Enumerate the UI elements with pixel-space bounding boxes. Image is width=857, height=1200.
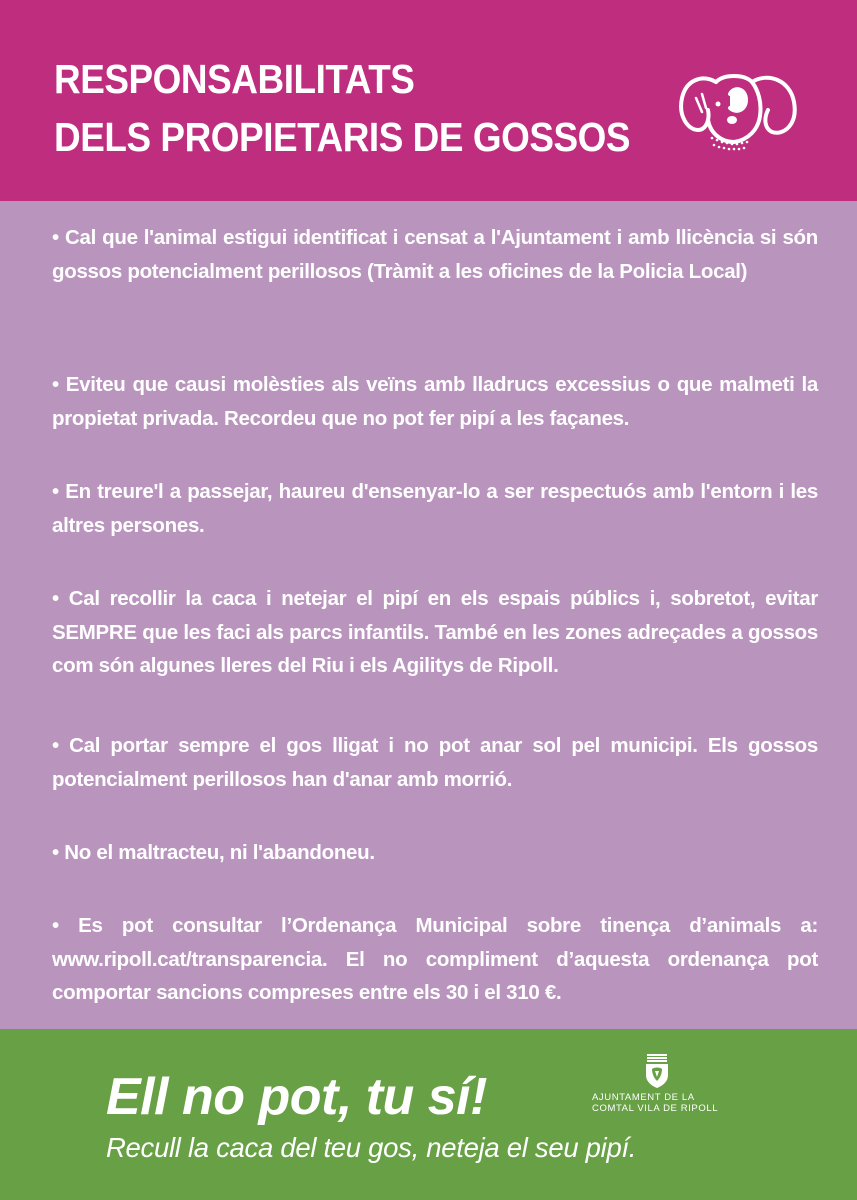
- slogan: Ell no pot, tu sí!: [106, 1068, 487, 1126]
- footer-banner: [0, 1029, 857, 1200]
- paragraph-nuisance: • Eviteu que causi molèsties als veïns amb lladrucs excessius o que malmeti la propietat privada. Recordeu que no pot fer pipí a les façanes.: [52, 373, 818, 430]
- council-logo: [592, 1053, 742, 1123]
- paragraph-ordinance: • Es pot consultar l’Ordenança Municipal sobre tinença d’animals a: www.ripoll.cat/transparencia. El no compliment d’aquesta ordenança pot comportar sancions compreses entre els 30 i el 310 €.: [52, 914, 818, 1004]
- paragraph-walking: • En treure'l a passejar, haureu d'ensenyar-lo a ser respectuós amb l'entorn i les altres persones.: [52, 480, 818, 537]
- dog-face-icon: [672, 64, 798, 160]
- paragraph-identification: • Cal que l'animal estigui identificat i censat a l'Ajuntament i amb llicència si són gossos potencialment perillosos (Tràmit a les oficines de la Policia Local): [52, 226, 818, 283]
- header-banner: [0, 0, 857, 201]
- subslogan: Recull la caca del teu gos, neteja el seu pipí.: [106, 1132, 637, 1163]
- paragraph-cleanup: • Cal recollir la caca i netejar el pipí en els espais públics i, sobretot, evitar SEMPRE que les faci als parcs infantils. També en les zones adreçades a gossos com són algunes lleres del Riu i els Agilitys de Ripoll.: [52, 587, 818, 677]
- council-line-1: AJUNTAMENT DE LA: [592, 1092, 695, 1103]
- page-title: [54, 50, 631, 166]
- coat-of-arms-icon: [644, 1053, 670, 1089]
- title-line-2: DELS PROPIETARIS DE GOSSOS: [54, 114, 631, 160]
- council-name: [592, 1092, 742, 1114]
- council-line-2: COMTAL VILA DE RIPOLL: [592, 1103, 719, 1114]
- title-line-1: RESPONSABILITATS: [54, 56, 415, 102]
- paragraph-leash: • Cal portar sempre el gos lligat i no pot anar sol pel municipi. Els gossos potencialment perillosos han d'anar amb morrió.: [52, 734, 818, 791]
- paragraph-no-abuse: • No el maltracteu, ni l'abandoneu.: [52, 841, 375, 864]
- responsibilities-list: [0, 201, 857, 1029]
